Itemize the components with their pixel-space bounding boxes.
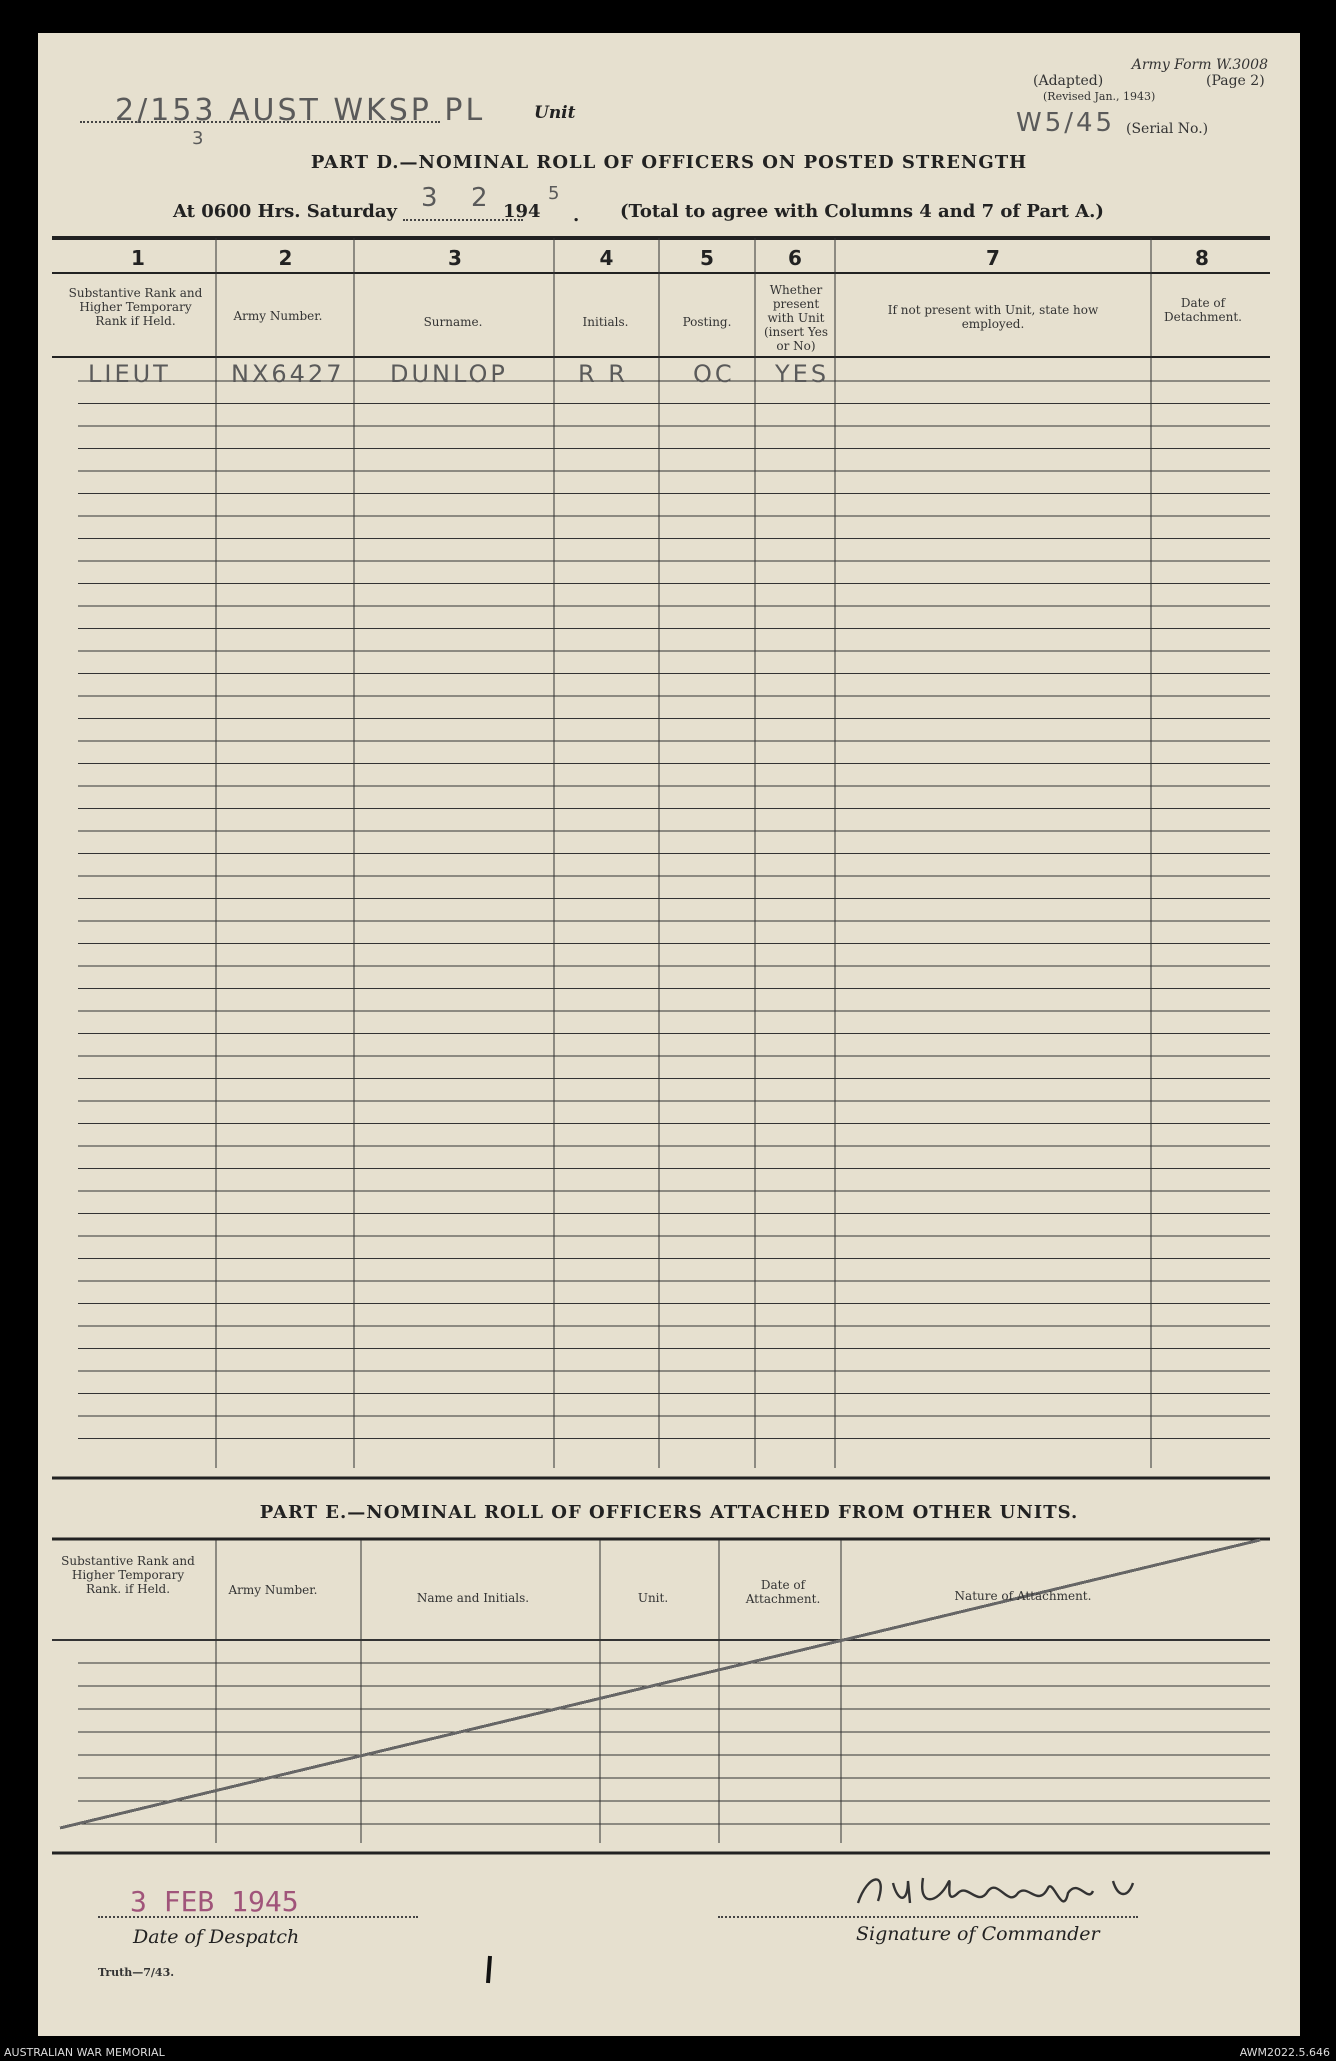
army-form-number: Army Form W.3008 (1131, 57, 1268, 73)
page-label: (Page 2) (1206, 73, 1265, 89)
despatch-dotted-line (98, 1916, 418, 1918)
col-number-6: 6 (788, 246, 802, 270)
total-note: (Total to agree with Columns 4 and 7 of Part A.) (620, 201, 1104, 222)
margin-mark: 3 (192, 128, 207, 149)
col-number-1: 1 (131, 246, 145, 270)
part-d-title: PART D.—NOMINAL ROLL OF OFFICERS ON POSTED STRENGTH (310, 152, 1028, 173)
col-header-surname: Surname. (423, 315, 483, 329)
serial-number-value: W5/45 (1016, 108, 1116, 138)
e-header-unit: Unit. (637, 1591, 669, 1605)
e-header-name: Name and Initials. (416, 1591, 530, 1605)
col-number-8: 8 (1195, 246, 1209, 270)
e-header-nature: Nature of Attachment. (954, 1589, 1092, 1603)
col-header-employed: If not present with Unit, state how employed. (887, 303, 1099, 331)
date-year-prefix: 194 (503, 201, 541, 222)
form-page (38, 33, 1300, 2036)
e-header-army-number: Army Number. (228, 1583, 318, 1597)
printer-imprint: Truth—7/43. (98, 1966, 175, 1979)
unit-value: 2/153 AUST WKSP PL (115, 93, 486, 128)
serial-number-label: (Serial No.) (1126, 121, 1209, 137)
cell-initials: R R (578, 360, 628, 388)
despatch-label: Date of Despatch (133, 1926, 300, 1948)
col-header-posting: Posting. (682, 315, 732, 329)
col-header-present: Whether present with Unit (insert Yes or No) (763, 283, 829, 353)
col-header-rank: Substantive Rank and Higher Temporary Rank if Held. (68, 286, 203, 328)
date-day: 3 (421, 183, 441, 213)
cell-present: YES (775, 360, 830, 388)
date-period: . (573, 205, 580, 226)
accession-number: AWM2022.5.646 (1239, 2046, 1330, 2059)
part-e-title: PART E.—NOMINAL ROLL OF OFFICERS ATTACHED FROM OTHER UNITS. (259, 1502, 1079, 1523)
institution-label: AUSTRALIAN WAR MEMORIAL (4, 2046, 165, 2059)
e-header-date-attachment: Date of Attachment. (745, 1578, 821, 1606)
adapted-label: (Adapted) (1033, 73, 1104, 89)
signature-dotted-line (718, 1916, 1138, 1918)
date-month: 2 (471, 183, 491, 213)
cell-army-number: NX6427 (231, 360, 345, 388)
commander-signature (838, 1863, 1188, 1923)
col-number-4: 4 (599, 246, 614, 270)
revised-label: (Revised Jan., 1943) (1043, 90, 1156, 103)
cell-rank: LIEUT (88, 360, 171, 388)
cell-surname: DUNLOP (390, 360, 508, 388)
signature-label: Signature of Commander (856, 1923, 1100, 1945)
date-prefix: At 0600 Hrs. Saturday (173, 201, 398, 222)
ink-mark (482, 1951, 502, 1991)
col-header-detachment: Date of Detachment. (1164, 296, 1242, 324)
unit-label: Unit (534, 103, 576, 123)
col-number-7: 7 (986, 246, 1000, 270)
e-header-rank: Substantive Rank and Higher Temporary Rank. if Held. (61, 1554, 195, 1596)
col-number-2: 2 (278, 246, 293, 270)
col-header-army-number: Army Number. (233, 309, 323, 323)
col-number-3: 3 (448, 246, 462, 270)
col-header-initials: Initials. (582, 315, 629, 329)
col-number-5: 5 (700, 246, 714, 270)
cell-posting: OC (693, 360, 735, 388)
despatch-stamp: 3 FEB 1945 (130, 1885, 299, 1918)
date-year-digit: 5 (548, 183, 563, 204)
